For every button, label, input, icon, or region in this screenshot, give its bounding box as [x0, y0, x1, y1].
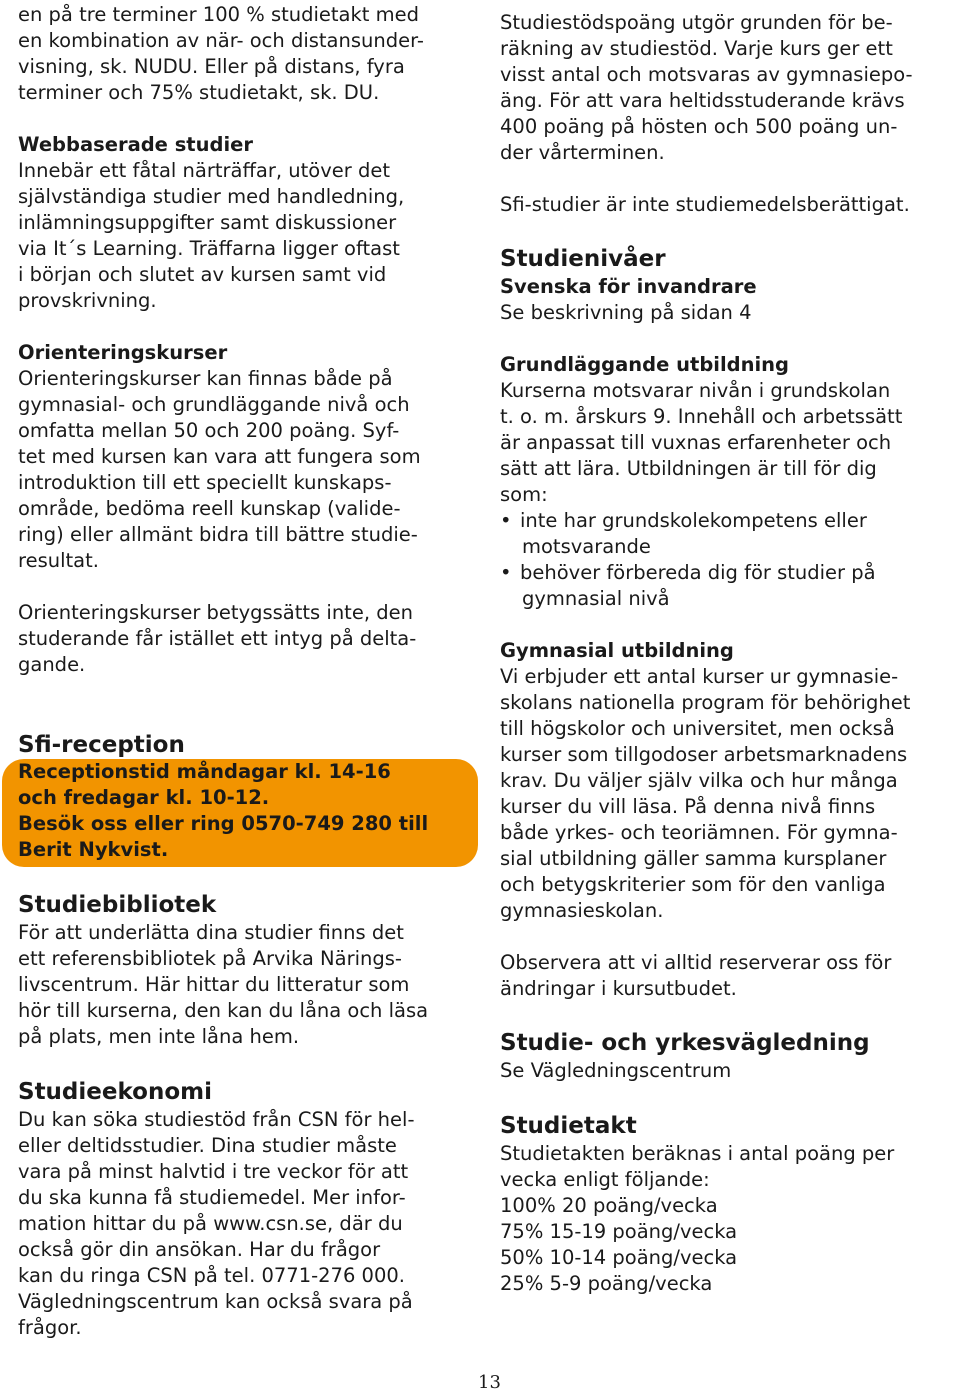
sfi-reception-info: [18, 759, 428, 863]
text-line: Studiestödspoäng utgör grunden för be-: [500, 11, 893, 34]
text-line: kurser du vill läsa. På denna nivå finns: [500, 795, 876, 818]
orienteringskurser-betyg: [18, 600, 416, 678]
text-line: inlämningsuppgifter samt diskussioner: [18, 211, 397, 234]
page-number: 13: [478, 1372, 501, 1393]
text-line: också gör din ansökan. Har du frågor: [18, 1238, 381, 1261]
orienteringskurser-section: [18, 340, 421, 574]
list-item: [500, 560, 902, 586]
gymnasial-heading: Gymnasial utbildning: [500, 639, 734, 662]
text-line: Observera att vi alltid reserverar oss för: [500, 951, 892, 974]
text-line: en på tre terminer 100 % studietakt med: [18, 3, 420, 26]
text-line: Besök oss eller ring 0570-749 280 till: [18, 812, 429, 835]
text-line: via It´s Learning. Träffarna ligger oftast: [18, 237, 400, 260]
text-line: Orienteringskurser betygssätts inte, den: [18, 601, 413, 624]
text-line: visst antal och motsvaras av gymnasiepo-: [500, 63, 913, 86]
text-line: sial utbildning gäller samma kursplaner: [500, 847, 887, 870]
text-line: gymnasial- och grundläggande nivå och: [18, 393, 410, 416]
bullet-icon: •: [500, 509, 512, 532]
text-line: Sfi-studier är inte studiemedelsberättigat.: [500, 193, 910, 216]
text-line: skolans nationella program för behörighet: [500, 691, 911, 714]
studietakt-heading: Studietakt: [500, 1113, 637, 1139]
text-line: provskrivning.: [18, 289, 157, 312]
sfi-subheading: Svenska för invandrare: [500, 275, 757, 298]
studietakt-section: [500, 1111, 894, 1297]
text-line: självständiga studier med handledning,: [18, 185, 405, 208]
text-line: omfatta mellan 50 och 200 poäng. Syf-: [18, 419, 400, 442]
text-line: till högskolor och universitet, men också: [500, 717, 895, 740]
list-item-text: inte har grundskolekompetens eller: [520, 509, 867, 532]
text-line: introduktion till ett speciellt kunskaps-: [18, 471, 392, 494]
text-line: 100% 20 poäng/vecka: [500, 1194, 718, 1217]
text-line: hör till kurserna, den kan du låna och läsa: [18, 999, 429, 1022]
text-line: räkning av studiestöd. Varje kurs ger ett: [500, 37, 893, 60]
text-line: Kurserna motsvarar nivån i grundskolan: [500, 379, 891, 402]
studiebibliotek-heading: Studiebibliotek: [18, 892, 217, 918]
text-line: gymnasieskolan.: [500, 899, 664, 922]
text-line: Receptionstid måndagar kl. 14-16: [18, 760, 391, 783]
text-line: terminer och 75% studietakt, sk. DU.: [18, 81, 380, 104]
bullet-icon: •: [500, 561, 512, 584]
gymnasial-section: [500, 638, 910, 924]
studienivaer-section: [500, 244, 757, 326]
reservation-note: [500, 950, 891, 1002]
text-line: Innebär ett fåtal närträffar, utöver det: [18, 159, 390, 182]
text-line: och betygskriterier som för den vanliga: [500, 873, 886, 896]
text-line: kurser som tillgodoser arbetsmarknadens: [500, 743, 908, 766]
text-line: område, bedöma reell kunskap (valide-: [18, 497, 401, 520]
text-line: resultat.: [18, 549, 99, 572]
text-line: För att underlätta dina studier finns det: [18, 921, 404, 944]
text-line: i början och slutet av kursen samt vid: [18, 263, 387, 286]
text-line: 25% 5-9 poäng/vecka: [500, 1272, 713, 1295]
text-line: ändringar i kursutbudet.: [500, 977, 737, 1000]
text-line: som:: [500, 483, 548, 506]
text-line: en kombination av när- och distansunder-: [18, 29, 424, 52]
text-line: eller deltidsstudier. Dina studier måste: [18, 1134, 397, 1157]
text-line: livscentrum. Här hittar du litteratur som: [18, 973, 410, 996]
text-line: Du kan söka studiestöd från CSN för hel-: [18, 1108, 415, 1131]
list-item-text: behöver förbereda dig för studier på: [520, 561, 876, 584]
text-line: Berit Nykvist.: [18, 838, 169, 861]
webbaserade-heading: Webbaserade studier: [18, 133, 253, 156]
studieekonomi-section: [18, 1077, 414, 1341]
text-line: sätt att lära. Utbildningen är till för dig: [500, 457, 877, 480]
studiestodspoang-text: [500, 10, 913, 166]
text-line: t. o. m. årskurs 9. Innehåll och arbetssätt: [500, 405, 903, 428]
list-item: [500, 508, 902, 534]
text-line: Se beskrivning på sidan 4: [500, 301, 752, 324]
sfi-note: [500, 192, 910, 218]
text-line: tet med kursen kan vara att fungera som: [18, 445, 421, 468]
text-line: Vägledningscentrum kan också svara på: [18, 1290, 413, 1313]
text-line: är anpassat till vuxnas erfarenheter och: [500, 431, 892, 454]
intro-text: [18, 2, 424, 106]
text-line: kan du ringa CSN på tel. 0771-276 000.: [18, 1264, 405, 1287]
vagledning-section: [500, 1028, 870, 1084]
text-line: vecka enligt följande:: [500, 1168, 710, 1191]
text-line: 50% 10-14 poäng/vecka: [500, 1246, 738, 1269]
text-line: visning, sk. NUDU. Eller på distans, fyra: [18, 55, 405, 78]
text-line: mation hittar du på www.csn.se, där du: [18, 1212, 403, 1235]
vagledning-heading: Studie- och yrkesvägledning: [500, 1030, 870, 1056]
webbaserade-section: [18, 132, 404, 314]
text-line: vara på minst halvtid i tre veckor för att: [18, 1160, 409, 1183]
orienteringskurser-heading: Orienteringskurser: [18, 341, 228, 364]
text-line: både yrkes- och teoriämnen. För gymna-: [500, 821, 898, 844]
text-line: på plats, men inte låna hem.: [18, 1025, 300, 1048]
text-line: och fredagar kl. 10-12.: [18, 786, 270, 809]
text-line: krav. Du väljer själv vilka och hur många: [500, 769, 898, 792]
studiebibliotek-section: [18, 890, 428, 1050]
text-line: 75% 15-19 poäng/vecka: [500, 1220, 738, 1243]
text-line: 400 poäng på hösten och 500 poäng un-: [500, 115, 898, 138]
list-item-text: gymnasial nivå: [522, 587, 670, 610]
text-line: ring) eller allmänt bidra till bättre studie-: [18, 523, 418, 546]
text-line: Vi erbjuder ett antal kurser ur gymnasie-: [500, 665, 899, 688]
text-line: ett referensbibliotek på Arvika Närings-: [18, 947, 402, 970]
text-line: studerande får istället ett intyg på delta-: [18, 627, 417, 650]
text-line: frågor.: [18, 1316, 82, 1339]
grundlaggande-section: [500, 352, 902, 612]
text-line: Se Vägledningscentrum: [500, 1059, 732, 1082]
text-line: äng. För att vara heltidsstuderande krävs: [500, 89, 905, 112]
studienivaer-heading: Studienivåer: [500, 246, 666, 272]
studieekonomi-heading: Studieekonomi: [18, 1079, 212, 1105]
text-line: Studietakten beräknas i antal poäng per: [500, 1142, 895, 1165]
text-line: Orienteringskurser kan finnas både på: [18, 367, 393, 390]
text-line: du ska kunna få studiemedel. Mer infor-: [18, 1186, 406, 1209]
list-item-text: motsvarande: [522, 535, 651, 558]
grundlaggande-heading: Grundläggande utbildning: [500, 353, 790, 376]
text-line: der vårterminen.: [500, 141, 665, 164]
sfi-reception-heading: Sfi-reception: [18, 732, 185, 758]
text-line: gande.: [18, 653, 86, 676]
